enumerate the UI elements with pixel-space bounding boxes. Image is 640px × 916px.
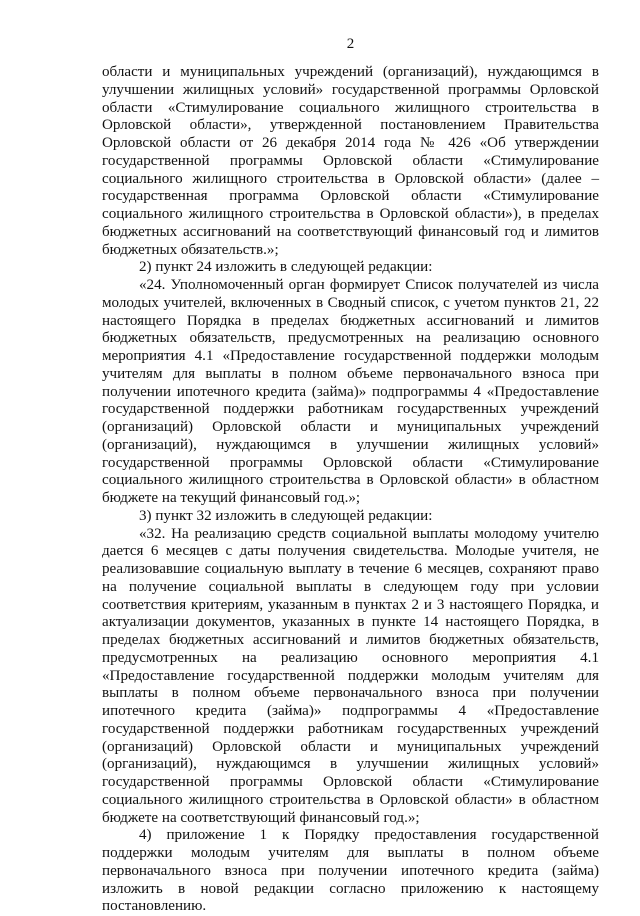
paragraph-item-3: 3) пункт 32 изложить в следующей редакции:	[139, 507, 433, 524]
paragraph-point-24: «24. Уполномоченный орган формирует Список получателей из числа молодых учителей, включенных в Сводный список, с учетом пунктов 21, 22 настоящего Порядка в пределах бюджетных ассигнований и лимитов бюджетных обязательств, предусмотренных на реализацию основного мероприятия 4.1 «Предоставление государственной поддержки молодым учителям для выплаты в полном объеме первоначального взноса при получении ипотечного кредита (займа)» подпрограммы 4 «Предоставление государственной поддержки работникам государственных учреждений (организаций) Орловской области и муниципальных учреждений (организаций), нуждающимся в улучшении жилищных условий» государственной программы Орловской области «Стимулирование социального жилищного строительства в Орловской области» в областном бюджете на текущий финансовый год.»;	[102, 277, 599, 506]
paragraph-item-2: 2) пункт 24 изложить в следующей редакции:	[139, 259, 433, 276]
paragraph-point-32: «32. На реализацию средств социальной выплаты молодому учителю дается 6 месяцев с даты получения свидетельства. Молодые учителя, не реализовавшие социальную выплату в течение 6 месяцев, сохраняют право на получение социальной выплаты в следующем году при условии соответствия критериям, указанным в пунктах 2 и 3 настоящего Порядка, и актуализации документов, указанных в пункте 14 настоящего Порядка, в пределах бюджетных ассигнований и лимитов бюджетных обязательств, предусмотренных на реализацию основного мероприятия 4.1 «Предоставление государственной поддержки молодым учителям для выплаты в полном объеме первоначального взноса при получении ипотечного кредита (займа)» подпрограммы 4 «Предоставление государственной поддержки работникам государственных учреждений (организаций) Орловской области и муниципальных учреждений (организаций), нуждающимся в улучшении жилищных условий» государственной программы Орловской области «Стимулирование социального жилищного строительства в Орловской области» в областном бюджете на соответствующий финансовый год.»;	[102, 525, 599, 826]
page-number: 2	[346, 36, 355, 52]
paragraph-item-4: 4) приложение 1 к Порядку предоставления государственной поддержки молодым учителям для выплаты в полном объеме первоначального взноса при получении ипотечного кредита (займа) изложить в новой редакции согласно приложению к настоящему постановлению.	[102, 827, 599, 915]
paragraph-continuation: области и муниципальных учреждений (организаций), нуждающимся в улучшении жилищных условий» государственной программы Орловской области «Стимулирование социального жилищного строительства в Орловской области», утвержденной постановлением Правительства Орловской области от 26 декабря 2014 года № 426 «Об утверждении государственной программы Орловской области «Стимулирование социального жилищного строительства в Орловской области» (далее – государственная программа Орловской области «Стимулирование социального жилищного строительства в Орловской области»), в пределах бюджетных ассигнований на соответствующий финансовый год и лимитов бюджетных обязательств.»;	[102, 64, 599, 258]
